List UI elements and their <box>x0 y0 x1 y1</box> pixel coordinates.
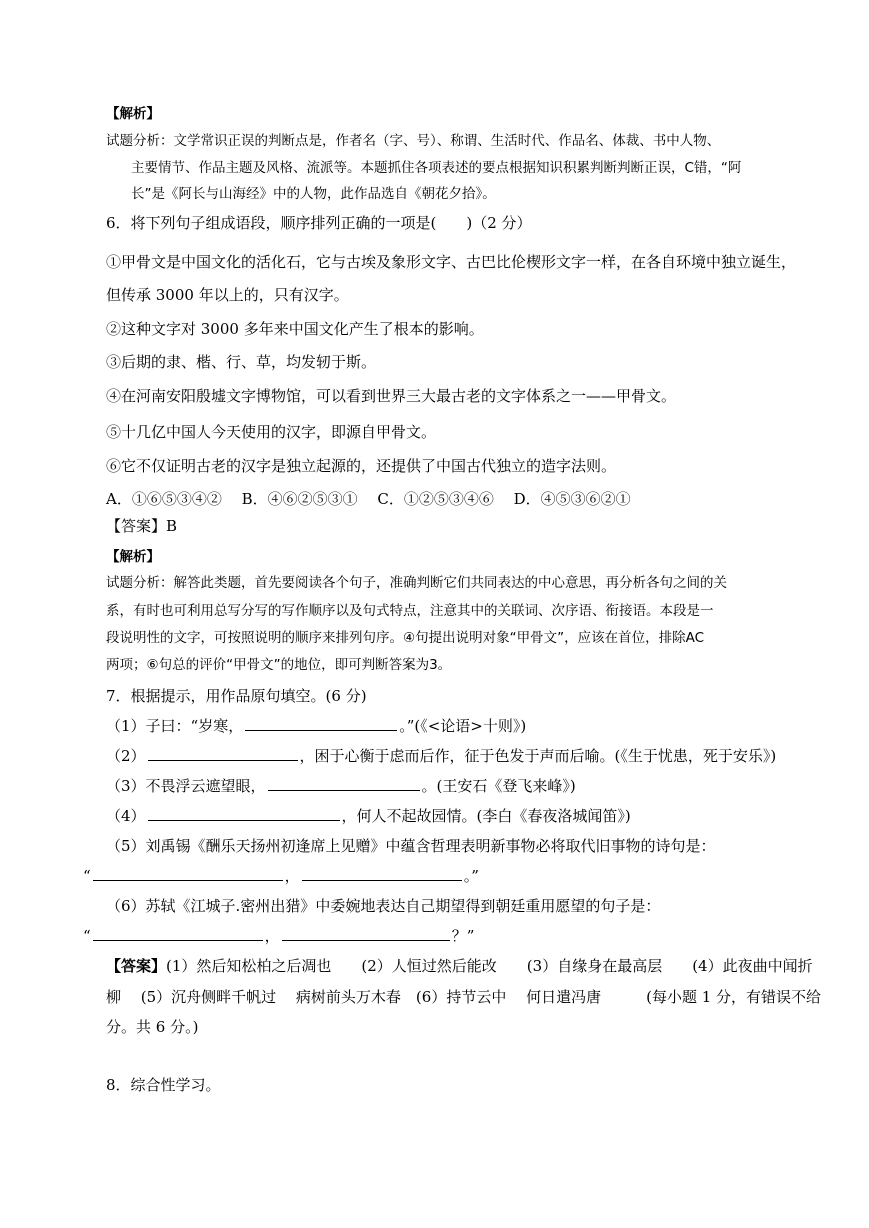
analysis-line: 两项；⑥句总的评价“甲骨文”的地位，即可判断答案为3。 <box>106 657 452 673</box>
sentence-1: ①甲骨文是中国文化的活化石，它与古埃及象形文字、古巴比伦楔形文字一样，在各自环境中独立诞生， <box>106 253 797 271</box>
analysis-line: 长”是《阿长与山海经》中的人物，此作品选自《朝花夕拾》。 <box>131 186 496 202</box>
fill-item-text: （3）不畏浮云遮望眼， <box>106 777 266 795</box>
fill-item-5-prompt: （5）刘禹锡《酬乐天扬州初逢席上见赠》中蕴含哲理表明新事物必将取代旧事物的诗句是： <box>106 837 716 855</box>
fill-item-2 <box>106 746 776 766</box>
quote-open: “ <box>83 927 91 945</box>
fill-item-6-blanks <box>83 926 474 946</box>
fill-item-3 <box>106 776 576 796</box>
analysis-line: 段说明性的文字，可按照说明的顺序来排列句序。④句提出说明对象“甲骨文”，应该在首位，排除AC <box>106 630 705 646</box>
question-6-answer: 【答案】B <box>106 517 178 535</box>
answer-label: 【答案】 <box>106 957 167 975</box>
analysis-line: 试题分析：文学常识正误的判断点是，作者名（字、号）、称谓、生活时代、作品名、体裁、书中人物、 <box>106 133 721 149</box>
comma: ， <box>284 867 300 885</box>
fill-item-text: （4） <box>106 807 146 825</box>
fill-item-text: 。(王安石《登飞来峰》) <box>421 777 576 795</box>
answer-text: (1）然后知松柏之后凋也 (2）人恒过然后能改 (3）自缘身在最高层 (4）此夜曲中闻折 <box>166 957 813 975</box>
fill-item-text: （1）子曰：“岁寒， <box>106 717 244 735</box>
answer-blank[interactable] <box>148 806 340 821</box>
sentence-2: ②这种文字对 3000 多年来中国文化产生了根本的影响。 <box>106 320 484 338</box>
question-6-options: A．①⑥⑤③④② B．④⑥②⑤③① C．①②⑤③④⑥ D．④⑤③⑥②① <box>106 490 631 508</box>
sentence-5: ⑤十几亿中国人今天使用的汉字，即源自甲骨文。 <box>106 423 437 441</box>
answer-blank[interactable] <box>245 716 397 731</box>
sentence-3: ③后期的隶、楷、行、草，均发轫于斯。 <box>106 353 377 371</box>
question-7-answer-cont: 柳 (5）沉舟侧畔千帆过 病树前头万木春 (6）持节云中 何日遣冯唐 (每小题 1 分，有错误不给 <box>106 988 822 1006</box>
question-close: ？” <box>451 927 475 945</box>
sentence-1-cont: 但传承 3000 年以上的，只有汉字。 <box>106 286 349 304</box>
fill-item-text: 。”(《<论语>十则》) <box>399 717 527 735</box>
analysis-line: 试题分析：解答此类题，首先要阅读各个句子，准确判断它们共同表达的中心意思，再分析各句之间的关 <box>106 575 727 591</box>
comma: ， <box>264 927 280 945</box>
answer-blank[interactable] <box>93 866 283 881</box>
quote-open: “ <box>83 867 91 885</box>
answer-blank[interactable] <box>302 866 462 881</box>
fill-item-text: （2） <box>106 747 146 765</box>
answer-blank[interactable] <box>148 746 298 761</box>
question-7-answer <box>106 956 813 976</box>
fill-item-1 <box>106 716 526 736</box>
answer-blank[interactable] <box>282 926 450 941</box>
answer-blank[interactable] <box>93 926 263 941</box>
analysis-line: 主要情节、作品主题及风格、流派等。本题抓住各项表述的要点根据知识积累判断判断正误，C错，“阿 <box>131 160 742 176</box>
analysis-heading: 【解析】 <box>106 106 160 122</box>
analysis-line: 系，有时也可利用总写分写的写作顺序以及句式特点，注意其中的关联词、次序语、衔接语。本段是一 <box>106 603 714 619</box>
fill-item-text: ，何人不起故园情。(李白《春夜洛城闻笛》) <box>341 807 631 825</box>
question-8-stem: 8．综合性学习。 <box>106 1076 221 1094</box>
sentence-6: ⑥它不仅证明古老的汉字是独立起源的，还提供了中国古代独立的造字法则。 <box>106 457 617 475</box>
question-6-stem: 6．将下列句子组成语段，顺序排列正确的一项是( )（2 分） <box>106 214 532 232</box>
analysis-heading: 【解析】 <box>106 549 160 565</box>
sentence-4: ④在河南安阳殷墟文字博物馆，可以看到世界三大最古老的文字体系之一——甲骨文。 <box>106 387 677 405</box>
question-7-answer-cont: 分。共 6 分。) <box>106 1018 199 1036</box>
fill-item-4 <box>106 806 631 826</box>
fill-item-5-blanks <box>83 866 479 886</box>
fill-item-text: ，困于心衡于虑而后作，征于色发于声而后喻。(《生于忧患，死于安乐》) <box>299 747 777 765</box>
quote-close: 。” <box>463 867 479 885</box>
question-7-stem: 7．根据提示，用作品原句填空。(6 分) <box>106 687 367 705</box>
fill-item-6-prompt: （6）苏轼《江城子.密州出猎》中委婉地表达自己期望得到朝廷重用愿望的句子是： <box>106 897 661 915</box>
answer-blank[interactable] <box>268 776 420 791</box>
